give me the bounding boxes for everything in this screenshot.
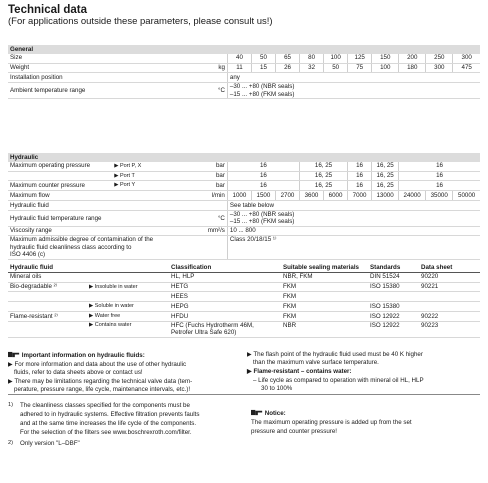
note-right-2: ▶ Flame-resistant – contains water:: [247, 368, 352, 375]
important-note: Important information on hydraulic fluids:: [8, 351, 145, 359]
note-bullet-1a: ▶ For more information and data about the use of other hydraulic: [8, 361, 187, 368]
notice-text-a: The maximum operating pressure is added up from the set: [251, 419, 412, 426]
pointing-hand-icon: [251, 409, 263, 416]
pointing-hand-icon: [8, 351, 20, 358]
weight-row: Weight kg 11 15 26 32 50 75 100 180 300 475: [8, 63, 480, 73]
general-table: [8, 45, 480, 99]
cleanliness-row: Maximum admissible degree of contamination of the hydraulic fluid cleanliness class according to ISO 4406 (c) Class 20/18/15 ¹⁾: [8, 236, 480, 259]
fluid-mineral: Mineral oils HL, HLP NBR, FKM DIN 51524 90220: [8, 272, 480, 282]
section-general: General: [8, 45, 480, 54]
note-right-3a: – Life cycle as compared to operation with mineral oil HL, HLP: [253, 377, 424, 384]
page-title: Technical data: [8, 4, 88, 16]
fluid-bio-hees: HEES FKM: [8, 292, 480, 302]
footnote-1b: adhered to in hydraulic systems. Effective filtration prevents faults: [20, 411, 200, 418]
section-hydraulic: Hydraulic: [8, 153, 480, 162]
footnote-1c: and at the same time increases the life cycle of the components.: [20, 420, 197, 427]
viscosity-row: Viscosity range mm²/s 10 ... 800: [8, 226, 480, 236]
footnote-divider: [8, 394, 480, 395]
max-op-row-t: ▶ Port T bar 16 16, 25 16 16, 25 16: [8, 171, 480, 181]
note-bullet-1b: fluids, refer to data sheets above or contact us!: [14, 369, 143, 376]
footnote-2: Only version "L–DBF": [20, 440, 80, 447]
fluid-temp-row: Hydraulic fluid temperature range °C –30 ... +80 (NBR seals) –15 ... +80 (FKM seals): [8, 210, 480, 226]
note-right-1b: than the maximum valve surface temperature.: [253, 359, 379, 366]
fluid-flame-hfc: ▶ Contains water HFC (Fuchs Hydrotherm 46M, Petrofer Ultra Safe 620) NBR ISO 12922 90223: [8, 321, 480, 337]
fluid-bio-hetg: Bio-degradable ²⁾ ▶ Insoluble in water HETG FKM ISO 15380 90221: [8, 282, 480, 292]
fluid-flame-hfdu: Flame-resistant ²⁾ ▶ Water free HFDU FKM ISO 12922 90222: [8, 311, 480, 321]
notice-text-b: pressure and counter pressure!: [251, 428, 337, 435]
note-bullet-2a: ▶ There may be limitations regarding the technical valve data (tem-: [8, 378, 193, 385]
footnote-1-mark: 1): [8, 402, 13, 408]
footnote-2-mark: 2): [8, 440, 13, 446]
hydraulic-table: [8, 153, 480, 260]
page-subtitle: (For applications outside these parameters, please consult us!): [8, 16, 273, 27]
fluids-table: [8, 263, 480, 338]
fluid-bio-hepg: ▶ Soluble in water HEPG FKM ISO 15380: [8, 302, 480, 312]
max-counter-row: Maximum counter pressure ▶ Port Y bar 16 16, 25 16 16, 25 16: [8, 181, 480, 191]
size-row: Size 40 50 65 80 100 125 150 200 250 300: [8, 54, 480, 63]
max-flow-row: Maximum flow l/min 1000 1500 2700 3600 6000 7000 13000 24000 35000 50000: [8, 191, 480, 201]
ambient-row: Ambient temperature range °C –30 ... +80 (NBR seals) –15 ... +80 (FKM seals): [8, 83, 480, 99]
fluid-row: Hydraulic fluid See table below: [8, 200, 480, 210]
footnote-1a: The cleanliness classes specified for the components must be: [20, 402, 190, 409]
fluids-header: Hydraulic fluid Classification Suitable sealing materials Standards Data sheet: [8, 263, 480, 272]
install-row: Installation position any: [8, 73, 480, 83]
note-right-1a: ▶ The flash point of the hydraulic fluid used must be 40 K higher: [247, 351, 423, 358]
max-op-row-px: Maximum operating pressure ▶ Port P, X bar 16 16, 25 16 16, 25 16: [8, 162, 480, 171]
notice-title: Notice:: [251, 409, 286, 417]
footnote-1d: For the selection of the filters see www.boschrexroth.com/filter.: [20, 429, 192, 436]
note-bullet-2b: perature, pressure range, life cycle, maintenance intervals, etc.)!: [14, 386, 191, 393]
note-right-3b: 30 to 100%: [261, 385, 293, 392]
